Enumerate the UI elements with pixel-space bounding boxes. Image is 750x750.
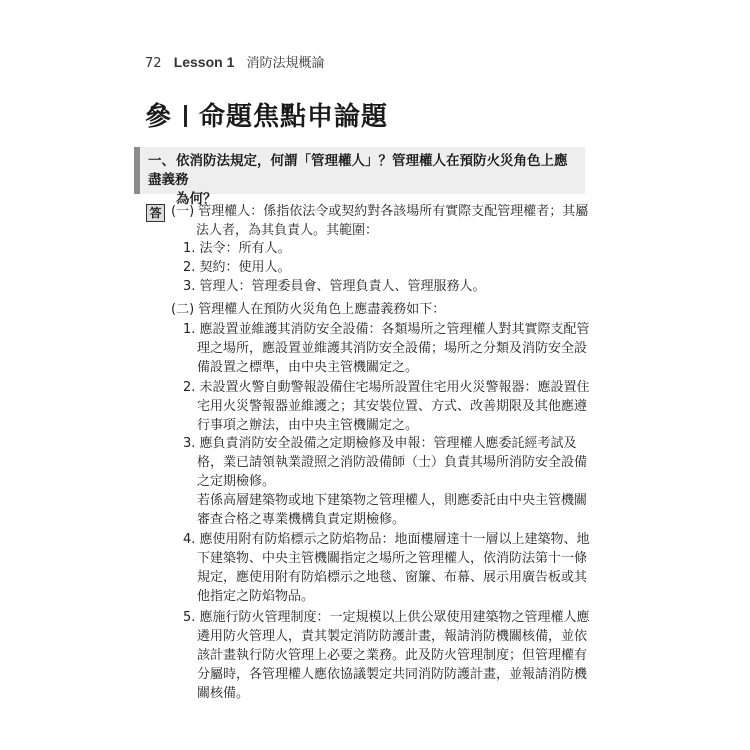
- part2-item-4-line-4: 他指定之防焰物品。: [197, 589, 315, 604]
- page-number: 72: [145, 56, 162, 71]
- part2-item-5-line-3: 該計畫執行防火管理上必要之業務。此及防火管理制度；但管理權有: [197, 648, 588, 663]
- part2-item-5-line-5: 關核備。: [197, 686, 250, 701]
- part2-intro: (二) 管理權人在預防火災角色上應盡義務如下：: [171, 302, 446, 317]
- part2-item-5-line-4: 分屬時，各管理權人應依協議製定共同消防防護計畫，並報請消防機: [197, 667, 588, 682]
- question-line-2: 為何？: [176, 191, 217, 207]
- part2-item-5-line-1: 5. 應施行防火管理制度：一定規模以上供公眾使用建築物之管理權人應: [183, 610, 590, 625]
- part2-item-2-line-3: 行事項之辦法，由中央主管機關定之。: [197, 418, 419, 433]
- chapter-title: 消防法規概論: [246, 56, 325, 71]
- part2-item-1-line-3: 備設置之標準，由中央主管機關定之。: [197, 360, 419, 375]
- part2-item-3-line-2: 格，業已請領執業證照之消防設備師（士）負責其場所消防安全設備: [197, 455, 588, 470]
- part1-line-1: (一) 管理權人：係指依法令或契約對各該場所有實際支配管理權者；其屬: [171, 204, 589, 219]
- question-box: [134, 147, 585, 207]
- title-divider: [184, 105, 187, 127]
- section-title: [145, 96, 388, 133]
- running-head: [145, 52, 325, 71]
- section-heading: 命題焦點申論題: [199, 102, 389, 132]
- part1-line-2: 法人者，為其負責人。其範圍：: [196, 223, 379, 238]
- question-number: 一、: [148, 153, 175, 169]
- part1-item-2: 2. 契約：使用人。: [183, 260, 291, 275]
- question-text: [148, 152, 580, 209]
- section-label: 參: [145, 102, 173, 132]
- lesson-label: Lesson 1: [173, 54, 235, 70]
- part2-item-3-line-3: 之定期檢修。: [197, 474, 276, 489]
- question-line-1: 依消防法規定，何謂「管理權人」？管理權人在預防火災角色上應盡義務: [148, 153, 568, 188]
- answer-badge: 答: [146, 204, 165, 222]
- part2-item-2-line-1: 2. 未設置火警自動警報設備住宅場所設置住宅用火災警報器：應設置住: [183, 380, 590, 395]
- part1-item-1: 1. 法令：所有人。: [183, 241, 291, 256]
- part2-item-4-line-1: 4. 應使用附有防焰標示之防焰物品：地面樓層達十一層以上建築物、地: [183, 532, 590, 547]
- part2-item-4-line-2: 下建築物、中央主管機關指定之場所之管理權人，依消防法第十一條: [197, 551, 588, 566]
- part2-item-2-line-2: 宅用火災警報器並維護之；其安裝位置、方式、改善期限及其他應遵: [197, 399, 588, 414]
- part2-item-3-line-5: 審查合格之專業機構負責定期檢修。: [197, 512, 406, 527]
- part2-item-3-line-4: 若係高層建築物或地下建築物之管理權人，則應委託由中央主管機關: [197, 493, 588, 508]
- part2-item-1-line-2: 理之場所，應設置並維護其消防安全設備；場所之分類及消防安全設: [197, 341, 588, 356]
- part2-item-4-line-3: 規定，應使用附有防焰標示之地毯、窗簾、布幕、展示用廣告板或其: [197, 570, 588, 585]
- part2-item-5-line-2: 遴用防火管理人，責其製定消防防護計畫，報請消防機關核備，並依: [197, 629, 588, 644]
- part1-item-3: 3. 管理人：管理委員會、管理負責人、管理服務人。: [183, 279, 486, 294]
- part2-item-1-line-1: 1. 應設置並維護其消防安全設備：各類場所之管理權人對其實際支配管: [183, 322, 590, 337]
- part2-item-3-line-1: 3. 應負責消防安全設備之定期檢修及申報：管理權人應委託經考試及: [183, 436, 577, 451]
